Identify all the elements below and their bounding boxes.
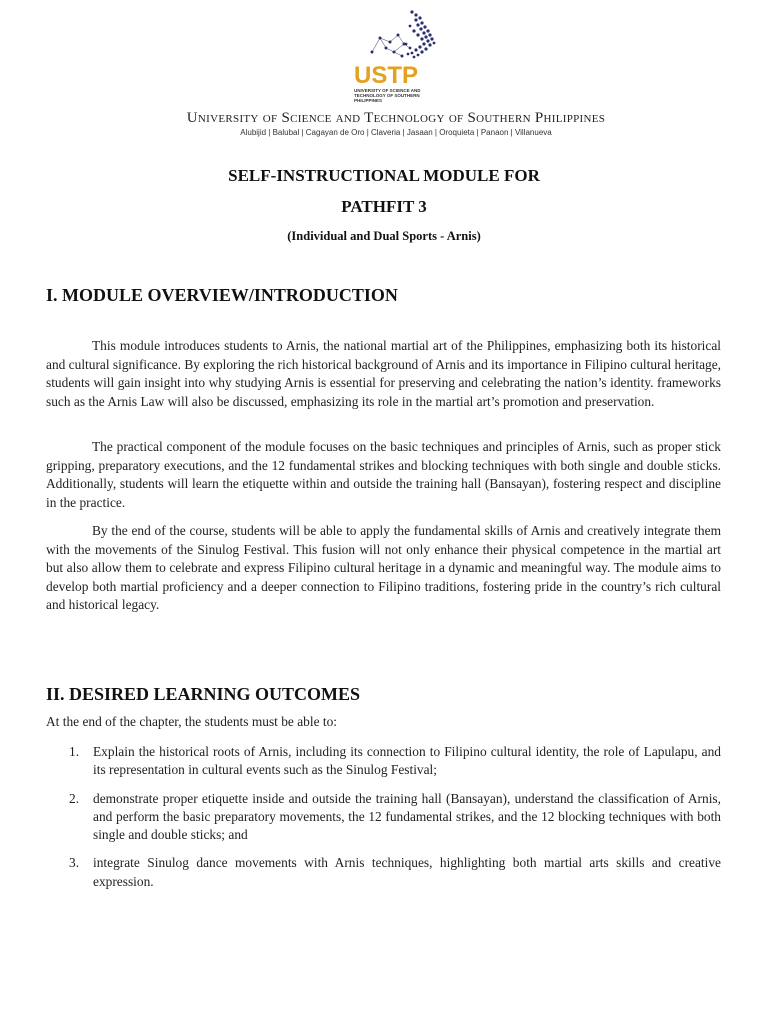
overview-paragraph: The practical component of the module focuses on the basic techniques and principles of Arnis, such as proper stick gripping, preparatory executions, and the 12 fundamental strikes and blocking techniques with both single and double sticks. Additionally, students will learn the etiquette within and outside the training hall (Bansayan), fostering respect and discipline in the practice. [46,439,721,510]
list-item-text: demonstrate proper etiquette inside and outside the training hall (Bansayan), understand the classification of Arnis, and perform the basic preparatory movements, the 12 fundamental strikes, and the 12 blocking techniques with both single and double sticks; and [93,790,721,843]
list-item [46,854,721,891]
list-item-text: integrate Sinulog dance movements with Arnis techniques, highlighting both martial arts skills and creative expression. [93,855,721,889]
list-item-number: 3. [69,855,80,871]
outcomes-intro: At the end of the chapter, the students must be able to: [46,714,338,729]
list-item-number: 1. [69,744,80,759]
module-title-line2: PATHFIT 3 [341,197,427,216]
logo-wordmark: USTP [354,62,419,89]
section-heading-outcomes: II. DESIRED LEARNING OUTCOMES [46,684,361,704]
list-item-text: Explain the historical roots of Arnis, including its connection to Filipino cultural identity, the role of Lapulapu, and its representation in cultural events such as the Sinulog Festival; [93,744,721,778]
list-item-number: 2. [69,790,80,806]
outcomes-list [46,743,721,901]
overview-paragraph: This module introduces students to Arnis, the national martial art of the Philippines, emphasizing both its historical and cultural significance. By exploring the rich historical background of Arnis and its importance in Filipino cultural heritage, students will gain insight into why studying Arnis is essential for preserving and celebrating the nation’s identity. frameworks such as the Arnis Law will also be discussed, emphasizing its role in the martial art’s promotion and preservation. [46,338,721,409]
overview-paragraph: By the end of the course, students will be able to apply the fundamental skills of Arnis and creatively integrate them with the movements of the Sinulog Festival. This fusion will not only enhance their physical competence in the martial art but also allow them to celebrate and express Filipino cultural heritage in a dynamic and meaningful way. The module aims to develop both martial proficiency and a deeper connection to Filipino traditions, fostering pride in the country’s rich cultural and historical legacy. [46,523,721,612]
university-name: University of Science and Technology of Southern Philippines [186,110,606,126]
list-item [46,743,721,780]
module-subtitle: (Individual and Dual Sports - Arnis) [287,229,481,243]
list-item [46,790,721,845]
campus-list: Alubijid | Balubal | Cagayan de Oro | Claveria | Jasaan | Oroquieta | Panaon | Villanueva [240,128,552,137]
section-heading-overview: I. MODULE OVERVIEW/INTRODUCTION [46,285,398,305]
constellation-icon [350,8,440,68]
module-title-line1: SELF-INSTRUCTIONAL MODULE FOR [228,166,540,185]
logo-subtext: UNIVERSITY OF SCIENCE AND TECHNOLOGY OF SOUTHERN PHILIPPINES [354,88,421,103]
